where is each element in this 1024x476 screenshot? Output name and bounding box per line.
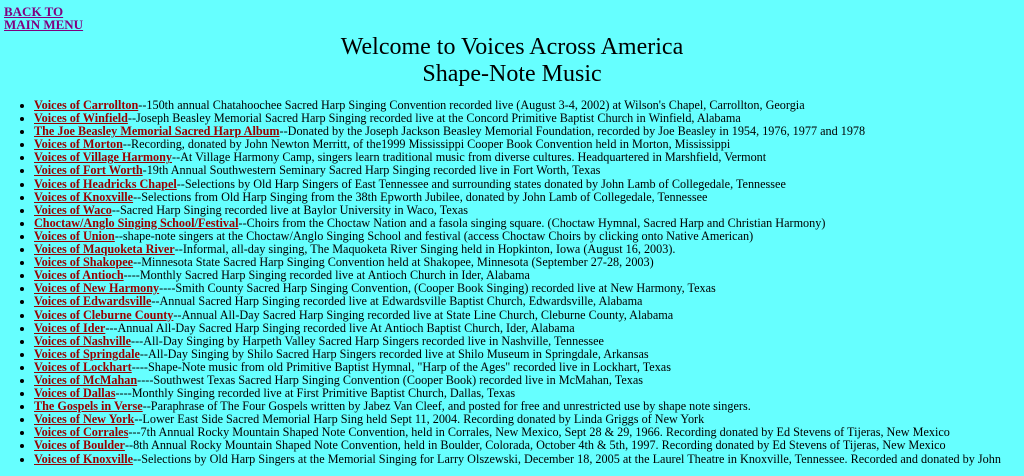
back-to-main-menu-link[interactable]: [4, 5, 83, 31]
recording-description: ----Smith County Sacred Harp Singing Convention, (Cooper Book Singing) recorded live at New Harmony, Texas: [159, 281, 716, 296]
recording-description: --Paraphrase of The Four Gospels written by Jabez Van Cleef, and posted for free and unrestricted use by shape note singers.: [142, 399, 751, 414]
recording-title-link[interactable]: Voices of Corrales: [34, 425, 129, 440]
recording-description: -19th Annual Southwestern Seminary Sacred Harp Singing recorded live in Fort Worth, Texas: [142, 163, 601, 178]
recording-title-link[interactable]: The Gospels in Verse: [34, 399, 143, 414]
recording-description: --Joseph Beasley Memorial Sacred Harp Singing recorded live at the Concord Primitive Baptist Church in Winfield, Alabama: [127, 111, 741, 126]
recording-title-link[interactable]: Voices of Morton: [34, 137, 123, 152]
recording-title-link[interactable]: Voices of Waco: [34, 202, 112, 217]
recording-title-link[interactable]: Voices of Carrollton: [34, 98, 139, 112]
recording-description: --Informal, all-day singing, The Maquoketa River Singing held in Hopkinton, Iowa (August 16, 2003).: [174, 242, 676, 257]
recording-description: ----Southwest Texas Sacred Harp Singing Convention (Cooper Book) recorded live in McMahan, Texas: [137, 372, 644, 387]
recording-description: --Choirs from the Choctaw Nation and a fasola singing square. (Choctaw Hymnal, Sacred Harp and Christian Harmony): [238, 215, 826, 230]
recording-title-link[interactable]: Voices of Knoxville: [34, 189, 134, 204]
recording-title-link[interactable]: Voices of Village Harmony: [34, 150, 173, 165]
recording-title-link[interactable]: Voices of Boulder: [34, 438, 125, 453]
recording-description: --Selections from Old Harp Singing from the 38th Epworth Jubilee, donated by John Lamb of Collegedale, Tennessee: [133, 189, 708, 204]
recording-title-link[interactable]: Voices of Dallas: [34, 386, 116, 401]
page-title-line1: Welcome to Voices Across America: [340, 34, 684, 60]
recording-title-link[interactable]: Voices of Fort Worth: [34, 163, 143, 178]
recording-title-link[interactable]: Voices of Union: [34, 228, 115, 243]
recording-title-link[interactable]: Voices of Ider: [34, 320, 106, 335]
recording-description: ----Monthly Singing recorded live at First Primitive Baptist Church, Dallas, Texas: [115, 386, 516, 401]
recording-description: --Lower East Side Sacred Memorial Harp Sing held Sept 11, 2004. Recording donated by Linda Griggs of New York: [134, 412, 705, 427]
recording-description: --At Village Harmony Camp, singers learn traditional music from diverse cultures. Headquartered in Marshfield, Vermont: [172, 150, 767, 165]
recording-description: ----Monthly Sacred Harp Singing recorded live at Antioch Church in Ider, Alabama: [123, 268, 530, 283]
back-link-line1: BACK TO: [4, 4, 64, 19]
recording-description: --shape-note singers at the Choctaw/Anglo Singing School and festival (access Choctaw Choirs by clicking onto Native American): [114, 228, 754, 243]
recording-title-link[interactable]: Voices of Antioch: [34, 268, 124, 283]
recording-title-link[interactable]: Voices of Maquoketa River: [34, 242, 175, 257]
page-title-line2: Shape-Note Music: [422, 61, 602, 87]
recording-description: ---7th Annual Rocky Mountain Shaped Note Convention, held in Corrales, New Mexico, Sept 28 & 29, 1966. Recording donated by Ed Stevens of Tijeras, New Mexico: [128, 425, 950, 440]
page-title: [0, 34, 1024, 88]
recording-description: --Sacred Harp Singing recorded live at Baylor University in Waco, Texas: [111, 202, 468, 217]
recording-description: ----Shape-Note music from old Primitive Baptist Hymnal, "Harp of the Ages" recorded live in Lockhart, Texas: [131, 359, 671, 374]
recording-title-link[interactable]: Choctaw/Anglo Singing School/Festival: [34, 215, 239, 230]
recording-title-link[interactable]: Voices of New Harmony: [34, 281, 160, 296]
recording-title-link[interactable]: Voices of Cleburne County: [34, 307, 174, 322]
recording-description: --Annual All-Day Sacred Harp Singing recorded live at State Line Church, Cleburne County, Alabama: [173, 307, 674, 322]
recording-title-link[interactable]: Voices of Nashville: [34, 333, 132, 348]
recording-description: --Donated by the Joseph Jackson Beasley Memorial Foundation, recorded by Joe Beasley in 1954, 1976, 1977 and 1978: [279, 124, 866, 139]
recording-description: --Recording, donated by John Newton Merritt, of the1999 Mississippi Cooper Book Convention held in Morton, Mississippi: [122, 137, 731, 152]
recording-description: ---All-Day Singing by Harpeth Valley Sacred Harp Singers recorded live in Nashville, Tennessee: [131, 333, 604, 348]
recording-title-link[interactable]: Voices of Knoxville: [34, 451, 134, 466]
back-link-line2: MAIN MENU: [4, 17, 84, 32]
recording-description: --Annual Sacred Harp Singing recorded live at Edwardsville Baptist Church, Edwardsville, Alabama: [151, 294, 643, 309]
recording-description: --All-Day Singing by Shilo Sacred Harp Singers recorded live at Shilo Museum in Springdale, Arkansas: [139, 346, 649, 361]
recording-description: --150th annual Chatahoochee Sacred Harp Singing Convention recorded live (August 3-4, 2002) at Wilson's Chapel, Carrollton, Georgia: [138, 98, 805, 112]
recording-description: --8th Annual Rocky Mountain Shaped Note Convention, held in Boulder, Colorada, October 4th & 5th, 1997. Recording donated by Ed Stevens of Tijeras, New Mexico: [124, 438, 946, 453]
recording-description: --Selections by Old Harp Singers at the Memorial Singing for Larry Olszewski, December 18, 2005 at the Laurel Theatre in Knoxville, Tennessee. Recorded and donated by John: [133, 451, 1001, 466]
recording-title-link[interactable]: Voices of Winfield: [34, 111, 128, 126]
recording-title-link[interactable]: Voices of Springdale: [34, 346, 140, 361]
recording-title-link[interactable]: Voices of Lockhart: [34, 359, 132, 374]
recording-title-link[interactable]: Voices of New York: [34, 412, 135, 427]
list-item: [34, 453, 1019, 466]
recording-title-link[interactable]: Voices of Shakopee: [34, 255, 134, 270]
recording-description: --Selections by Old Harp Singers of East Tennessee and surrounding states donated by John Lamb of Collegedale, Tennessee: [176, 176, 786, 191]
recording-title-link[interactable]: Voices of Headricks Chapel: [34, 176, 177, 191]
recordings-list: [0, 99, 1019, 466]
recording-title-link[interactable]: Voices of Edwardsville: [34, 294, 152, 309]
recording-description: --Minnesota State Sacred Harp Singing Convention held at Shakopee, Minnesota (September 27-28, 2003): [133, 255, 654, 270]
recording-title-link[interactable]: Voices of McMahan: [34, 372, 138, 387]
recording-description: ---Annual All-Day Sacred Harp Singing recorded live At Antioch Baptist Church, Ider, Alabama: [105, 320, 575, 335]
recording-title-link[interactable]: The Joe Beasley Memorial Sacred Harp Album: [34, 124, 280, 139]
